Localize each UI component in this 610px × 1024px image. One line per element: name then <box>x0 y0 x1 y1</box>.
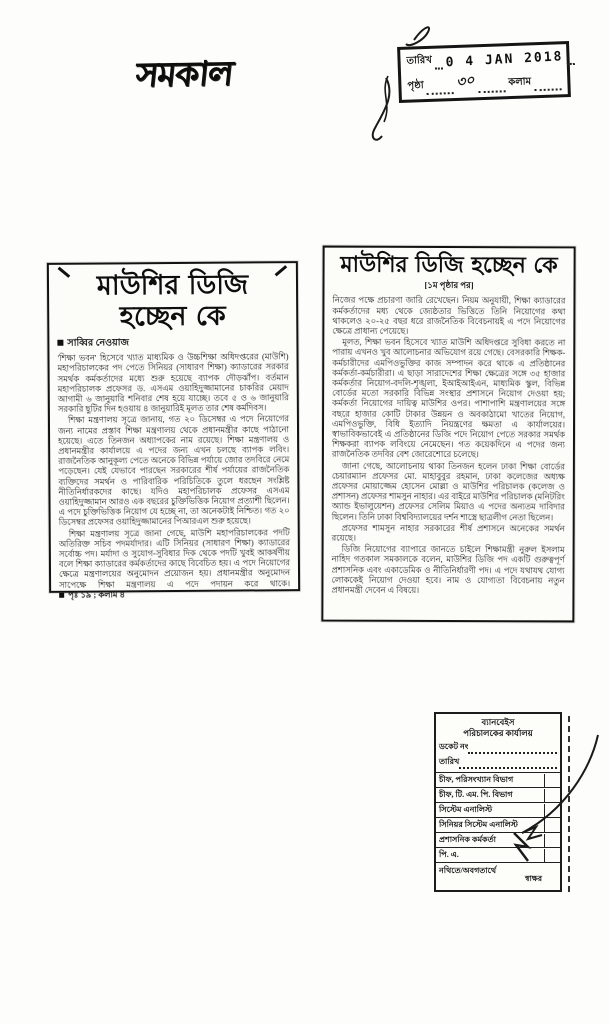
continuation-text: পৃঃ ১৯ ; কলাম ৪ <box>68 590 125 600</box>
signature-label: স্বাক্ষর <box>525 874 542 883</box>
form-date-label: তারিখ <box>439 757 460 766</box>
form-row-checkbox-cell <box>545 848 560 862</box>
form-row-checkbox-cell <box>545 803 560 817</box>
form-row <box>436 848 560 863</box>
bullet-square-icon <box>59 593 64 598</box>
form-org-office: পরিচালকের কার্যালয় <box>463 728 533 738</box>
routing-slip-form <box>434 712 562 892</box>
right-article-headline: মাউশির ডিজি হচ্ছেন কে <box>340 252 558 279</box>
form-footer-row-label: নথিতে/অবগতার্থে <box>439 866 497 875</box>
form-row <box>436 833 560 848</box>
form-row <box>436 818 560 833</box>
dotted-leader <box>468 743 557 754</box>
left-article-body <box>57 352 290 600</box>
byline-name: সাব্বির নেওয়াজ <box>67 338 130 349</box>
article-paragraph: মূলত, শিক্ষা ভবন হিসেবে খ্যাত মাউশি অধিদপ্তরে সুবিধা করতে না পারায় এখনও খুব আলোচনার অভিযোগ রয়ে গেছে। বেসরকারি শিক্ষক-কর্মচারীদের এমপিওভুক্তির কাজ সম্পাদন করে থাকে এ প্রতিষ্ঠানের কর্মকর্তা-কর্মচারীরা। এ ছাড়া সারাদেশের শিক্ষা ক্ষেত্রের সঙ্গে ৩৫ হাজার কর্মকর্তার নিয়োগ-বদলি-শৃঙ্খলা, ইআইআইএন, মাধ্যমিক স্কুল, বিভিন্ন বোর্ডের মতো সরকারি বিভিন্ন সংস্থার প্রশাসনে নিয়োগ দেওয়া হয়; কর্মকর্তা নিয়োগের দায়িত্ব মাউশির ওপর। পাশাপাশি মন্ত্রণালয়ের সঙ্গে বছরে হাজার কোটি টাকার উন্নয়ন ও অবকাঠামো খাতের নিয়োগ, এমপিওভুক্তি, বিধি ইত্যাদি নিয়ন্ত্রণের ক্ষমতা এ কার্যালয়ের। স্বাভাবিকভাবেই এ প্রতিষ্ঠানের ডিজি পদে নিয়োগ পেতে সরকার সমর্থক শিক্ষকরা ব্যাপক লবিংয়ে নেমেছেন। গত কয়েকদিনে এ পদের জন্য রাজনৈতিক তদবির বেশ জোরেশোরে চলেছে। <box>331 337 566 460</box>
dotted-leader <box>459 758 557 769</box>
handdrawn-corner-mark <box>275 265 288 276</box>
stamp-date-label: তারিখ <box>406 55 433 67</box>
form-row <box>436 773 560 788</box>
form-row-checkbox-cell <box>545 773 560 787</box>
stamp-page-label: পৃষ্ঠা <box>407 79 424 92</box>
form-row-label: চীফ, পরিসংখ্যান বিভাগ <box>436 774 545 787</box>
form-row-label: সিনিয়র সিস্টেম এনালিস্ট <box>436 819 545 832</box>
article-paragraph: শিক্ষা মন্ত্রণালয় সূত্রে জানায়, গত ২০ ডিসেম্বর এ পদে নিয়োগের জন্য নামের প্রস্তাব শিক্ষা মন্ত্রণালয় থেকে প্রধানমন্ত্রীর কাছে পাঠানো হয়েছে। এতে তিনজন অধ্যাপকের নাম রয়েছে। শিক্ষা মন্ত্রণালয় ও প্রধানমন্ত্রীর কার্যালয়ে এ পদের জন্য এখন চলছে ব্যাপক লবিং। রাজনৈতিক আনুকূল্য পেতে অনেকে বিভিন্ন পর্যায়ে জোর তদবিরে নেমে পড়েছেন। যেই যেভাবে পারছেন সরকারের শীর্ষ পর্যায়ের রাজনৈতিক ব্যক্তিদের সমর্থন ও পারিবারিক পরিচিতিকে তুলে ধরছেন সংশ্লিষ্ট নীতিনির্ধারকদের কাছে। যদিও মহাপরিচালক প্রফেসর এসএম ওয়াহিদুজ্জামান আরও এক বছরের চুক্তিভিত্তিক নিয়োগ প্রত্যাশী ছিলেন। এ পদে চুক্তিভিত্তিক নিয়োগ যে হচ্ছে না, তা অনেকটাই নিশ্চিত। গত ২০ ডিসেম্বর প্রফেসর ওয়াহিদুজ্জামানের পিআরএল শুরু হয়েছে। <box>57 414 290 528</box>
article-paragraph: 'শিক্ষা ভবন' হিসেবে খ্যাত মাধ্যমিক ও উচ্চশিক্ষা অধিদপ্তরের (মাউশি) মহাপরিচালকের পদ পেতে সিনিয়র (সাধারণ শিক্ষা) ক্যাডারের সরকার সমর্থক কর্মকর্তাদের মধ্যে শুরু হয়েছে ব্যাপক দৌড়ঝাঁপ। বর্তমান মহাপরিচালক প্রফেসর ড. এসএম ওয়াহিদুজ্জামানের চাকরির মেয়াদ আগামী ৬ জানুয়ারি শনিবার শেষ হয়ে যাচ্ছে। তবে ৫ ও ৬ জানুয়ারি সরকারি ছুটির দিন হওয়ায় ৪ জানুয়ারিই মূলত তার শেষ কর্মদিবস। <box>57 352 289 414</box>
form-row-checkbox-cell <box>545 833 560 847</box>
byline <box>57 335 288 352</box>
left-article-headline-line2: হচ্ছেন কে <box>119 300 226 333</box>
form-org-name: ব্যানবেইস <box>481 717 515 727</box>
article-paragraph: নিজের পক্ষে প্রচারণা জারি রেখেছেন। নিয়ম অনুযায়ী, শিক্ষা ক্যাডারের কর্মকর্তাদের মধ্য থেকে জ্যেষ্ঠতার ভিত্তিতে তিনি নিয়োগের কথা থাকলেও ২০-২৫ বছর ধরে রাজনৈতিক বিবেচনায়ই এ পদে নিয়োগের ক্ষেত্রে প্রাধান্য পেয়েছে। <box>332 295 566 336</box>
continuation-note <box>59 590 125 599</box>
article-paragraph: ডিজি নিয়োগের ব্যাপারে জানতে চাইলে শিক্ষামন্ত্রী নুরুল ইসলাম নাহিদ গতকাল সমকালকে বলেন, মাউশির ডিজি পদ একটি গুরুত্বপূর্ণ প্রশাসনিক এবং একাডেমিক ও নীতিনির্ধারণী পদ। এ পদে যথাযথ যোগ্য লোককেই নিয়োগ দেওয়া হবে। নাম ও যোগ্যতা বিবেচনায় নতুন প্রধানমন্ত্রী দেবেন এ বিষয়ে। <box>331 544 565 595</box>
article-paragraph <box>59 528 290 601</box>
dotted-leader <box>427 83 455 95</box>
date-stamp-box <box>397 41 571 103</box>
form-docket-label: ডকেট নং <box>439 742 469 751</box>
dotted-leader <box>534 79 562 91</box>
stamp-date-value: 0 4 JAN 2018 <box>445 49 565 71</box>
right-article-clipping <box>321 246 575 623</box>
left-article-clipping <box>47 261 300 600</box>
bullet-square-icon <box>57 340 63 346</box>
form-routing-table <box>436 772 560 863</box>
left-article-headline-line1: মাউশির ডিজি <box>96 269 249 302</box>
article-paragraph-text: শিক্ষা মন্ত্রণালয় সূত্রে জানা গেছে, মাউশি মহাপরিচালকের পদটি অতিরিক্ত সচিব পদমর্যাদার। এটি সিনিয়র (সাধারণ শিক্ষা) ক্যাডারের সর্বোচ্চ পদ। মর্যাদা ও সুযোগ-সুবিধার দিক থেকে পদটি খুবই আকর্ষণীয় বলে শিক্ষা ক্যাডারের কর্মকর্তাদের কাছে বিবেচিত হয়। এ পদে নিয়োগের ক্ষেত্রে মন্ত্রণালয়ের অনুমোদন প্রয়োজন হয়। প্রধানমন্ত্রীর অনুমোদন সাপেক্ষে শিক্ষা মন্ত্রণালয় এ পদে পদায়ন করে থাকে। <box>58 527 291 590</box>
form-row-checkbox-cell <box>545 788 560 802</box>
article-paragraph: প্রফেসর শামসুন নাহার সরকারের শীর্ষ প্রশাসনে অনেকের সমর্থন রয়েছে। <box>331 523 565 543</box>
form-row <box>436 803 560 818</box>
right-article-body <box>331 296 565 597</box>
article-paragraph: জানা গেছে, আলোচনায় থাকা তিনজন হলেন ঢাকা শিক্ষা বোর্ডের চেয়ারম্যান প্রফেসর মো. মাহাবুবুর রহমান, ঢাকা কলেজের অধ্যক্ষ প্রফেসর মোয়াজ্জেম হোসেন মোল্লা ও মাউশির পরিচালক (কলেজ ও প্রশাসন) প্রফেসর শামসুন নাহার। এর বাইরে মাউশির পরিচালক (মনিটরিং অ্যান্ড ইভালুয়েশন) প্রফেসর সেলিম মিয়াও এ পদের অন্যতম দাবিদার ছিলেন। তিনি ঢাকা বিশ্ববিদ্যালয়ের দর্শন শাস্ত্রে ছাত্রলীগ নেতা ছিলেন। <box>331 461 565 522</box>
form-row-checkbox-cell <box>545 818 560 832</box>
dotted-leader <box>435 59 443 70</box>
form-row-label: চীফ, টি. এম. পি. বিভাগ <box>436 789 545 802</box>
newspaper-masthead-logo: সমকাল <box>133 53 235 96</box>
stamp-column-label: কলাম <box>508 76 532 88</box>
dotted-leader <box>478 81 506 93</box>
form-row <box>436 788 560 803</box>
dotted-leader <box>567 54 575 65</box>
scan-fold-dashed-line <box>568 716 570 892</box>
continued-from-note: [১ম পৃষ্ঠার পর] <box>424 280 474 291</box>
form-row-label: সিস্টেম এনালিস্ট <box>436 804 545 817</box>
form-row-label: প্রশাসনিক কর্মকর্তা <box>436 834 545 847</box>
form-row-label: পি. এ. <box>436 849 545 862</box>
handdrawn-corner-mark <box>58 267 71 278</box>
handwritten-page-number: ৩০ <box>455 71 477 91</box>
